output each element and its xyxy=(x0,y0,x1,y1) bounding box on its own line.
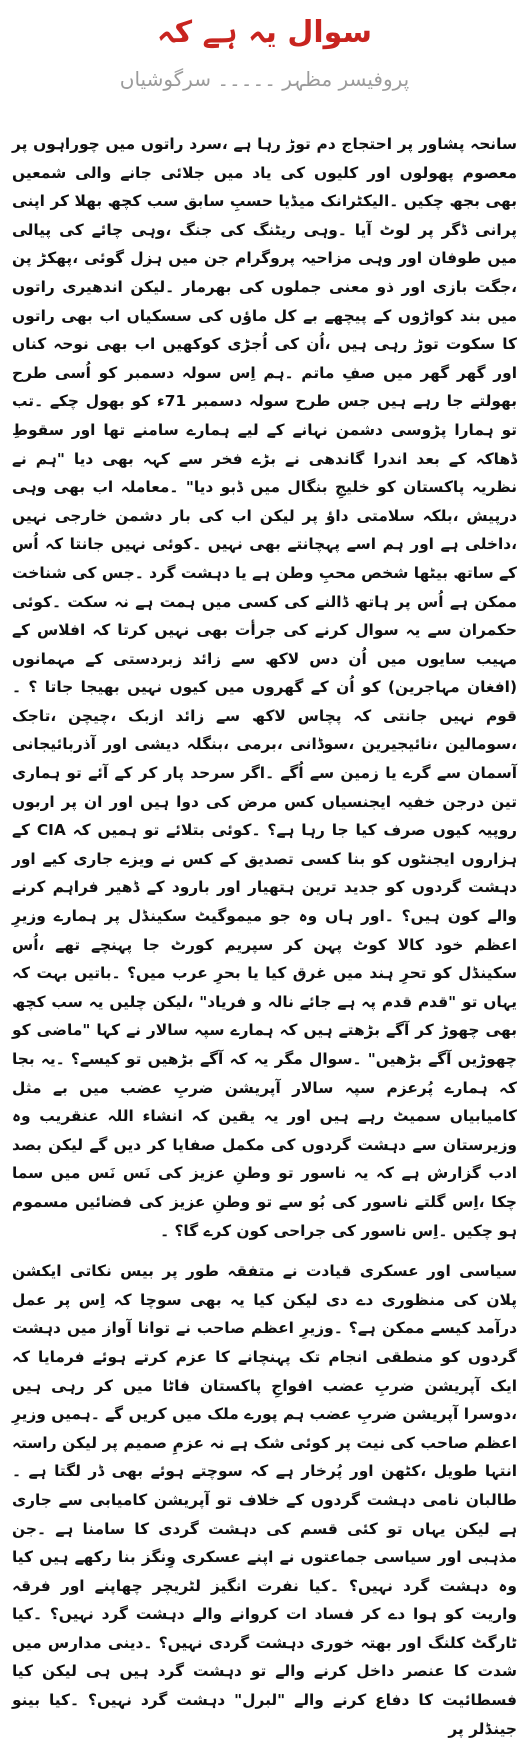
article-byline: پروفیسر مظہر ۔۔۔۔۔ سرگوشیاں xyxy=(119,67,410,91)
article-body xyxy=(12,130,517,1743)
paragraph: سانحہ پشاور پر احتجاج دم توڑ رہا ہے ،سرد راتوں میں چوراہوں پر معصوم پھولوں اور کلیوں کی یاد میں جلائی جانے والی شمعیں بھی بجھ چکیں ۔الیکٹرانک میڈیا حسبِ سابق سب کچھ بھلا کر اپنی پرانی ڈگر پر لوٹ آیا ۔وہی ریٹنگ کی جنگ ،وہی چائے کی پیالی میں طوفان اور وہی مزاحیہ پروگرام جن میں ہزل گوئی ،پھکڑ پن ،جگت بازی اور ذو معنی جملوں کی بھرمار ۔لیکن اندھیری راتوں میں بند کواڑوں کے پیچھے بے کل ماؤں کی سسکیاں اب بھی راتوں کا سکوت توڑ رہی ہیں ،اُن کی اُجڑی کوکھیں اب بھی نوحہ کناں اور گھر گھر میں صفِ ماتم ۔ہم اِس سولہ دسمبر کو اُسی طرح بھولتے جا رہے ہیں جس طرح سولہ دسمبر 71ء کو بھول چکے ۔تب تو ہمارا پڑوسی دشمن نہانے کے لیے ہمارے سامنے تھا اور سقوطِ ڈھاکہ کے بعد اندرا گاندھی نے بڑے فخر سے کہہ بھی دیا "ہم نے نظریہ پاکستان کو خلیجِ بنگال میں ڈبو دیا" ۔معاملہ اب بھی وہی درپیش ،بلکہ سلامتی داؤ پر لیکن اب کی بار دشمن خارجی نہیں ،داخلی ہے اور ہم اسے پہچانتے بھی نہیں ۔کوئی نہیں جانتا کہ اُس کے ساتھ بیٹھا شخص محبِ وطن ہے یا دہشت گرد ۔جس کی شناخت ممکن ہے اُس پر ہاتھ ڈالنے کی کسی میں ہمت ہے نہ سکت ۔کوئی حکمران سے یہ سوال کرنے کی جرأت بھی نہیں کرتا کہ افلاس کے مہیب سایوں میں اُن دس لاکھ سے زائد زبردستی کے مہمانوں (افغان مہاجرین) کو اُن کے گھروں میں کیوں نہیں بھیجا جاتا ؟ ۔قوم نہیں جانتی کہ پچاس لاکھ سے زائد ازبک ،چیچن ،تاجک ،سومالین ،نائیجیرین ،سوڈانی ،برمی ،بنگلہ دیشی اور آذربائیجانی آسمان سے گرے یا زمین سے اُگے ۔اگر سرحد پار کر کے آئے تو ہماری تین درجن خفیہ ایجنسیاں کس مرض کی دوا ہیں اور ان پر اربوں روپیہ کیوں صرف کیا جا رہا ہے؟ ۔کوئی بتلائے تو ہمیں کہ CIA کے ہزاروں ایجنٹوں کو بنا کسی تصدیق کے کس نے ویزے جاری کیے اور دہشت گردوں کو جدید ترین ہتھیار اور بارود کے ڈھیر فراہم کرنے والے کون ہیں؟ ۔اور ہاں وہ جو میموگیٹ سکینڈل پر ہمارے وزیرِ اعظم خود کالا کوٹ پہن کر سپریم کورٹ جا پہنچے تھے ،اُس سکینڈل کو تحرِ ہند میں غرق کیا یا بحرِ عرب میں؟ ۔باتیں بہت کہ یہاں تو "قدم قدم پہ ہے جائے نالہ و فریاد" ،لیکن چلیں یہ سب کچھ بھی چھوڑ کر آگے بڑھتے ہیں کہ ہمارے سپہ سالار نے کہا "ماضی کو چھوڑیں آگے بڑھیں" ۔سوال مگر یہ کہ آگے بڑھیں تو کیسے؟ ۔یہ بجا کہ ہمارے پُرعزم سپہ سالار آپریشن ضربِ عضب میں بے مثل کامیابیاں سمیٹ رہے ہیں اور یہ یقین کہ انشاء اللہ عنقریب وہ وزیرستان سے دہشت گردوں کی مکمل صفایا کر دیں گے لیکن بصد ادب گزارش ہے کہ یہ ناسور تو وطنِ عزیز کی نَس نَس میں سما چکا ،اِس گلتے ناسور کی بُو سے تو وطنِ عزیز کی فضائیں مسموم ہو چکیں ۔اِس ناسور کی جراحی کون کرے گا؟ ۔ xyxy=(12,135,517,1240)
article-title: سوال یہ ہے کہ xyxy=(157,15,372,50)
paragraph: سیاسی اور عسکری قیادت نے متفقہ طور پر بیس نکاتی ایکشن پلان کی منظوری دے دی لیکن کیا یہ بھی سوچا کہ اِس پر عمل درآمد کیسے ممکن ہے؟ ۔وزیرِ اعظم صاحب نے توانا آواز میں دہشت گردوں کو منطقی انجام تک پہنچانے کا عزم کرتے ہوئے فرمایا کہ ایک آپریشن ضربِ عضب افواجِ پاکستان فاٹا میں کر رہی ہیں ،دوسرا آپریشن ضربِ عضب ہم پورے ملک میں کریں گے ۔ہمیں وزیرِ اعظم صاحب کی نیت پر کوئی شک ہے نہ عزمِ صمیم پر لیکن راستہ انتہا طویل ،کٹھن اور پُرخار ہے کہ سوچتے ہوئے بھی ڈر لگتا ہے ۔طالبان نامی دہشت گردوں کے خلاف تو آپریشن کامیابی سے جاری ہے لیکن یہاں تو کئی قسم کی دہشت گردی کا سامنا ہے ۔جن مذہبی اور سیاسی جماعتوں نے اپنے عسکری وِنگز بنا رکھے ہیں کیا وہ دہشت گرد نہیں؟ ۔کیا نفرت انگیز لٹریچر چھاپنے اور فرقہ واریت کو ہوا دے کر فساد ات کروانے والے دہشت گرد نہیں؟ ۔کیا ٹارگٹ کلنگ اور بھتہ خوری دہشت گردی نہیں؟ ۔دینی مدارس میں شدت کا عنصر داخل کرنے والے تو دہشت گرد ہیں ہی لیکن کیا فسطائیت کا دفاع کرنے والے "لبرل" دہشت گرد نہیں؟ ۔کیا بینو جینڈلر پر xyxy=(12,1262,517,1738)
